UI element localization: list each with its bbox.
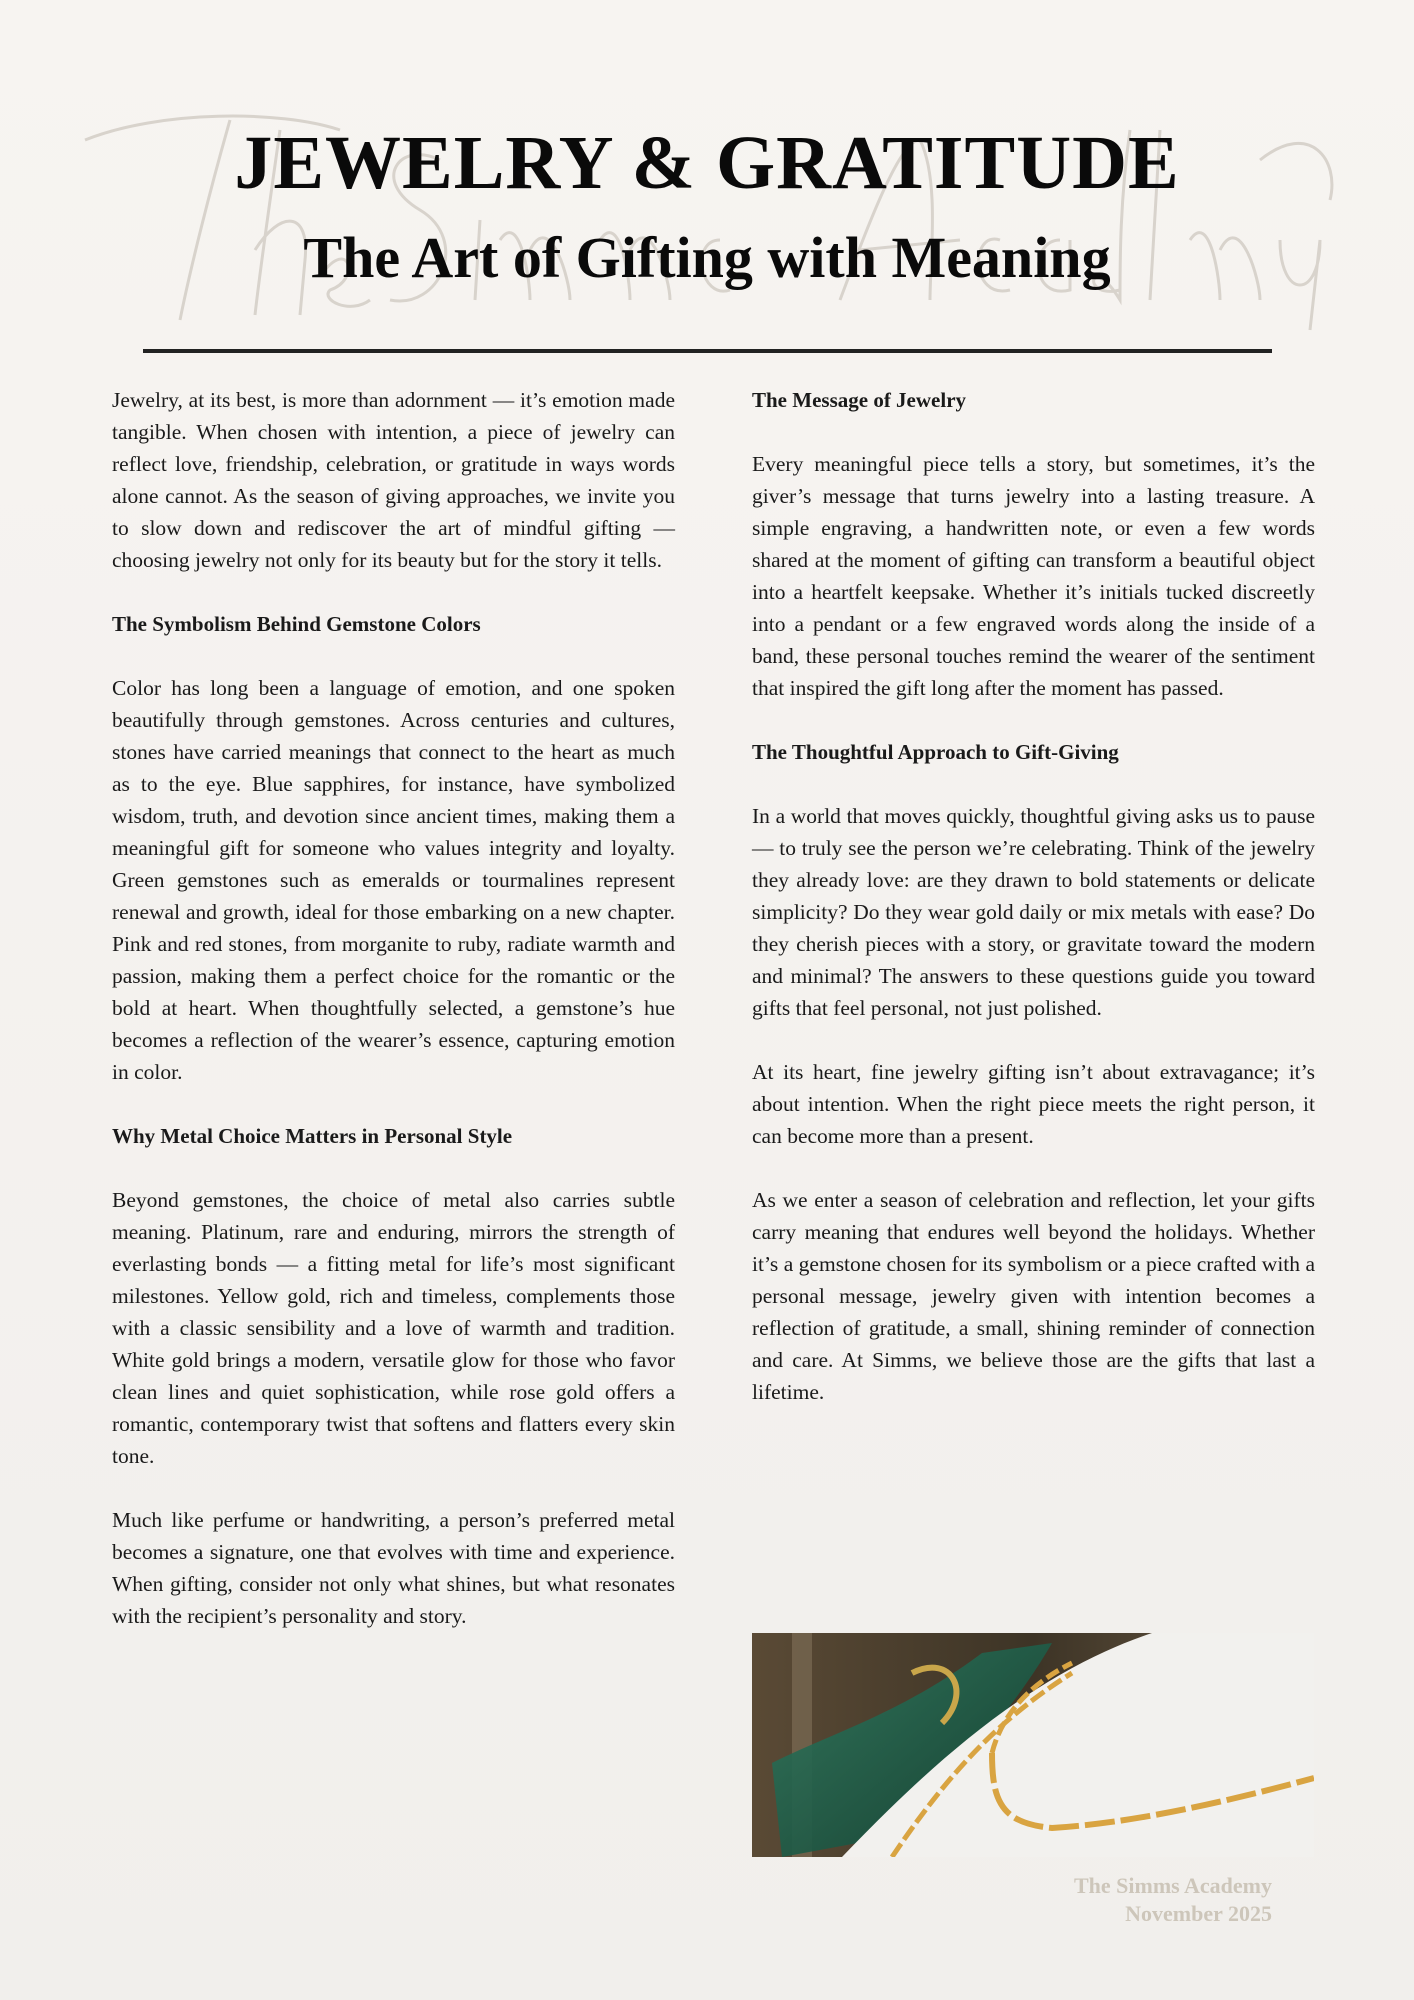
- section-heading-metal-choice: Why Metal Choice Matters in Personal Style: [112, 1124, 513, 1148]
- section-heading-message: The Message of Jewelry: [752, 388, 967, 412]
- gold-chain-photo: [752, 1633, 1314, 1857]
- intention-paragraph: At its heart, fine jewelry gifting isn’t about extravagance; it’s about intention. When the right piece meets the right person, it can become more than a present.: [752, 1060, 1315, 1148]
- intro-paragraph: Jewelry, at its best, is more than adornment — it’s emotion made tangible. When chosen with intention, a piece of jewelry can reflect love, friendship, celebration, or gratitude in ways words alone cannot. As the season of giving approaches, we invite you to slow down and rediscover the art of mindful gifting — choosing jewelry not only for its beauty but for the story it tells.: [112, 388, 675, 572]
- footer-date: November 2025: [1125, 1901, 1272, 1926]
- right-column: [752, 384, 1315, 1440]
- left-column: [112, 384, 675, 1664]
- page-title: JEWELRY & GRATITUDE: [234, 121, 1180, 205]
- page-subtitle: The Art of Gifting with Meaning: [303, 225, 1111, 290]
- header-divider: [143, 349, 1272, 353]
- gemstone-paragraph: Color has long been a language of emotion, and one spoken beautifully through gemstones. Across centuries and cultures, stones have carried meanings that connect to the heart as much as to the eye. Blue sapphires, for instance, have symbolized wisdom, truth, and devotion since ancient times, making them a meaningful gift for someone who values integrity and loyalty. Green gemstones such as emeralds or tourmalines represent renewal and growth, ideal for those embarking on a new chapter. Pink and red stones, from morganite to ruby, radiate warmth and passion, making them a perfect choice for the romantic or the bold at heart. When thoughtfully selected, a gemstone’s hue becomes a reflection of the wearer’s essence, capturing emotion in color.: [112, 676, 675, 1084]
- section-heading-gemstone-colors: The Symbolism Behind Gemstone Colors: [112, 612, 481, 636]
- closing-paragraph: As we enter a season of celebration and reflection, let your gifts carry meaning that endures well beyond the holidays. Whether it’s a gemstone chosen for its symbolism or a piece crafted with a personal message, jewelry given with intention becomes a reflection of gratitude, a small, shining reminder of connection and care. At Simms, we believe those are the gifts that last a lifetime.: [752, 1188, 1315, 1404]
- signature-paragraph: Much like perfume or handwriting, a person’s preferred metal becomes a signature, one that evolves with time and experience. When gifting, consider not only what shines, but what resonates with the recipient’s personality and story.: [112, 1508, 675, 1628]
- approach-paragraph: In a world that moves quickly, thoughtful giving asks us to pause — to truly see the person we’re celebrating. Think of the jewelry they already love: are they drawn to bold statements or delicate simplicity? Do they wear gold daily or mix metals with ease? Do they cherish pieces with a story, or gravitate toward the modern and minimal? The answers to these questions guide you toward gifts that feel personal, not just polished.: [752, 804, 1315, 1020]
- metal-paragraph: Beyond gemstones, the choice of metal also carries subtle meaning. Platinum, rare and enduring, mirrors the strength of everlasting bonds — a fitting metal for life’s most significant milestones. Yellow gold, rich and timeless, complements those with a classic sensibility and a love of warmth and tradition. White gold brings a modern, versatile glow for those who favor clean lines and quiet sophistication, while rose gold offers a romantic, contemporary twist that softens and flatters every skin tone.: [112, 1188, 675, 1468]
- message-paragraph: Every meaningful piece tells a story, but sometimes, it’s the giver’s message that turns jewelry into a lasting treasure. A simple engraving, a handwritten note, or even a few words shared at the moment of gifting can transform a beautiful object into a heartfelt keepsake. Whether it’s initials tucked discreetly into a pendant or a few engraved words along the inside of a band, these personal touches remind the wearer of the sentiment that inspired the gift long after the moment has passed.: [752, 452, 1315, 700]
- section-heading-approach: The Thoughtful Approach to Gift-Giving: [752, 740, 1119, 764]
- footer-org: The Simms Academy: [1074, 1873, 1272, 1898]
- footer-signature: [1074, 1872, 1272, 1928]
